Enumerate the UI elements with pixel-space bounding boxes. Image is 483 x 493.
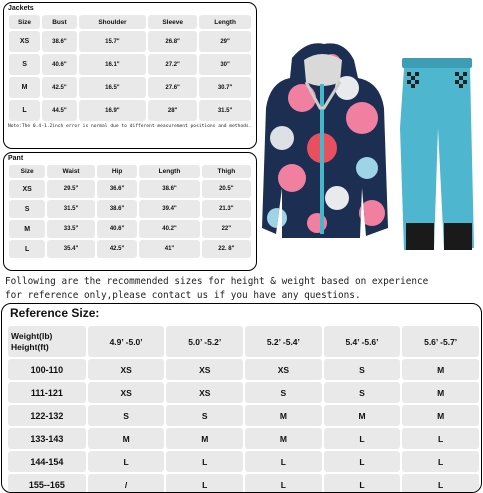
intro-line: Following are the recommended sizes for height & weight based on experience — [5, 276, 429, 287]
table-cell: 16.5" — [79, 77, 146, 98]
table-row — [9, 220, 251, 238]
jackets-table — [7, 13, 253, 123]
table-header: Size — [9, 165, 45, 178]
table-row — [8, 359, 479, 380]
size-cell: L — [402, 451, 479, 472]
weight-cell: 100-110 — [8, 359, 86, 380]
size-cell: S — [88, 405, 165, 426]
table-row — [9, 200, 251, 218]
table-header: Size — [9, 15, 40, 29]
weight-cell: 155--165 — [8, 474, 86, 493]
size-cell: XS — [88, 382, 165, 403]
table-row — [9, 54, 251, 75]
size-cell: XS — [166, 359, 243, 380]
table-cell: 41" — [139, 240, 199, 258]
table-cell: 38.6" — [139, 180, 199, 198]
size-cell: / — [88, 474, 165, 493]
size-cell: M — [402, 405, 479, 426]
table-cell: XS — [9, 31, 40, 52]
table-cell: 29.5" — [47, 180, 95, 198]
size-cell: XS — [166, 382, 243, 403]
size-cell: L — [245, 451, 322, 472]
reference-intro-text — [5, 275, 480, 302]
size-cell: L — [324, 451, 401, 472]
table-cell: 16.1" — [79, 54, 146, 75]
table-header: Bust — [42, 15, 77, 29]
table-header: Length — [199, 15, 251, 29]
intro-line: for reference only,please contact us if you have any questions. — [5, 289, 361, 301]
size-cell: L — [166, 474, 243, 493]
measurement-note: Note:The 0.4-1.2inch error is normal due to different measurement positions and methods. — [8, 124, 252, 129]
table-cell: L — [9, 100, 40, 121]
reference-table — [6, 324, 481, 493]
table-cell: 35.4" — [47, 240, 95, 258]
table-cell: 16.9" — [79, 100, 146, 121]
height-header: 5.2’ -5.4’ — [245, 326, 322, 357]
size-cell: S — [324, 382, 401, 403]
table-cell: 22" — [202, 220, 251, 238]
pant-title: Pant — [8, 155, 24, 162]
table-cell: 26.8" — [148, 31, 197, 52]
table-header: Sleeve — [148, 15, 197, 29]
table-cell: 29" — [199, 31, 251, 52]
table-header: Thigh — [202, 165, 251, 178]
table-row — [8, 428, 479, 449]
table-row — [9, 31, 251, 52]
table-cell: 21.3" — [202, 200, 251, 218]
size-cell: M — [324, 405, 401, 426]
table-cell: M — [9, 220, 45, 238]
size-cell: L — [166, 451, 243, 472]
weight-label: Weight(lb) — [11, 330, 53, 341]
table-cell: 39.4" — [139, 200, 199, 218]
table-cell: 36.6" — [97, 180, 137, 198]
table-cell: 27.2" — [148, 54, 197, 75]
pants-illustration — [400, 58, 474, 250]
table-header: Length — [139, 165, 199, 178]
table-row — [9, 77, 251, 98]
height-label: Height(ft) — [11, 341, 49, 352]
reference-header-row — [8, 326, 479, 357]
size-cell: L — [88, 451, 165, 472]
weight-cell: 144-154 — [8, 451, 86, 472]
table-cell: 38.6" — [97, 200, 137, 218]
table-cell: 42.5" — [42, 77, 77, 98]
pant-header-row — [9, 165, 251, 178]
table-cell: 30" — [199, 54, 251, 75]
reference-size-panel — [1, 303, 482, 493]
jackets-header-row — [9, 15, 251, 29]
size-cell: XS — [245, 359, 322, 380]
size-cell: S — [245, 382, 322, 403]
table-row — [8, 382, 479, 403]
table-cell: 42.5" — [97, 240, 137, 258]
table-row — [9, 240, 251, 258]
weight-cell: 122-132 — [8, 405, 86, 426]
table-row — [9, 180, 251, 198]
height-header: 5.0’ -5.2’ — [166, 326, 243, 357]
pant-table — [7, 163, 253, 260]
table-cell: 40.2" — [139, 220, 199, 238]
table-cell: 28" — [148, 100, 197, 121]
table-cell: 20.5" — [202, 180, 251, 198]
weight-cell: 111-121 — [8, 382, 86, 403]
table-cell: XS — [9, 180, 45, 198]
jackets-size-panel — [3, 2, 257, 149]
table-header: Shoulder — [79, 15, 146, 29]
size-cell: L — [402, 474, 479, 493]
table-cell: S — [9, 54, 40, 75]
table-cell: 30.7" — [199, 77, 251, 98]
size-cell: S — [166, 405, 243, 426]
table-cell: L — [9, 240, 45, 258]
table-cell: 40.6" — [97, 220, 137, 238]
size-cell: M — [245, 405, 322, 426]
pant-size-panel — [3, 152, 257, 271]
table-header: Waist — [47, 165, 95, 178]
ski-suit-product-image — [262, 38, 478, 270]
table-cell: S — [9, 200, 45, 218]
size-cell: L — [245, 474, 322, 493]
size-cell: S — [324, 359, 401, 380]
size-cell: M — [402, 382, 479, 403]
table-cell: 27.6" — [148, 77, 197, 98]
size-cell: L — [324, 428, 401, 449]
size-cell: L — [324, 474, 401, 493]
table-cell: 31.5" — [199, 100, 251, 121]
height-header: 5.6’ -5.7’ — [402, 326, 479, 357]
size-cell: M — [88, 428, 165, 449]
table-row — [8, 474, 479, 493]
size-cell: M — [166, 428, 243, 449]
table-row — [8, 451, 479, 472]
jackets-title: Jackets — [8, 5, 34, 12]
table-header: Hip — [97, 165, 137, 178]
jacket-illustration — [262, 43, 388, 238]
height-header: 5.4’ -5.6’ — [324, 326, 401, 357]
table-cell: 33.5" — [47, 220, 95, 238]
table-row — [8, 405, 479, 426]
table-cell: 38.6" — [42, 31, 77, 52]
table-cell: M — [9, 77, 40, 98]
table-cell: 44.5" — [42, 100, 77, 121]
size-cell: M — [245, 428, 322, 449]
table-cell: 31.5" — [47, 200, 95, 218]
corner-header — [8, 326, 86, 357]
table-cell: 15.7" — [79, 31, 146, 52]
weight-cell: 133-143 — [8, 428, 86, 449]
table-row — [9, 100, 251, 121]
table-cell: 22. 8" — [202, 240, 251, 258]
table-cell: 40.6" — [42, 54, 77, 75]
size-cell: XS — [88, 359, 165, 380]
height-header: 4.9’ -5.0’ — [88, 326, 165, 357]
reference-title: Reference Size: — [10, 306, 100, 320]
size-cell: M — [402, 359, 479, 380]
size-cell: L — [402, 428, 479, 449]
